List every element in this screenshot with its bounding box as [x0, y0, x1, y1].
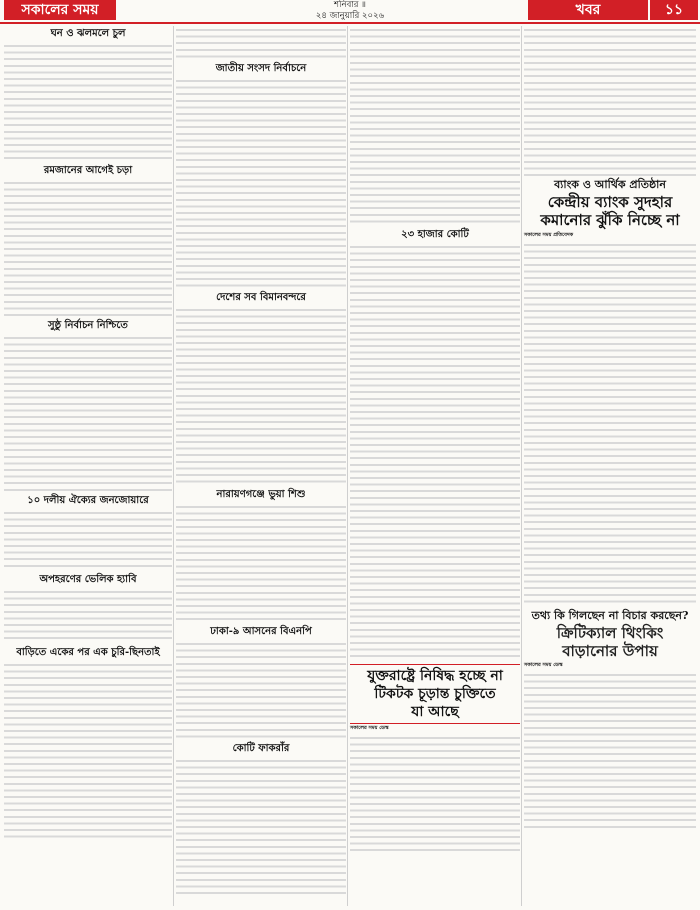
article-body [350, 26, 520, 226]
main-headline-line: বাড়ানোর উপায় [562, 642, 658, 660]
article-body [4, 334, 172, 492]
article-body [4, 42, 172, 162]
headline: সুষ্ঠু নির্বাচন নিশ্চিতে [48, 320, 128, 331]
section-title: খবর [528, 0, 648, 20]
article-body [350, 734, 520, 854]
newspaper-logo: সকালের সময় [4, 0, 116, 20]
byline: সকালের সময় ডেস্ক [350, 725, 389, 731]
headline: অপহরণের ভেলিক হ্যাবি [39, 574, 137, 585]
headline-kicker: ব্যাংক ও আর্থিক প্রতিষ্ঠান [554, 178, 666, 191]
byline: সকালের সময় প্রতিবেদক [524, 232, 574, 238]
column-1 [4, 26, 172, 842]
column-divider [521, 26, 522, 906]
article-body [350, 243, 520, 661]
article-body [4, 661, 172, 839]
featured-headline-line: যা আছে [411, 704, 459, 720]
headline: জাতীয় সংসদ নির্বাচনে [215, 63, 307, 74]
article-body [176, 26, 346, 60]
headline: দেশের সব বিমানবন্দরে [216, 292, 306, 303]
article-body [524, 241, 696, 607]
article-body [176, 757, 346, 897]
date: ২৪ জানুয়ারি ২০২৬ [315, 11, 385, 21]
article-body [176, 503, 346, 623]
main-headline-line: কমানোর ঝুঁকি নিচ্ছে না [540, 211, 680, 229]
article-body [524, 671, 696, 831]
article-body [4, 509, 172, 571]
article-body [176, 77, 346, 289]
featured-headline-line: যুক্তরাষ্ট্রে নিষিদ্ধ হচ্ছে না [367, 668, 503, 684]
page-number: ১১ [650, 0, 698, 20]
masthead-rule [0, 22, 700, 24]
main-headline-line: ক্রিটিক্যাল থিংকিং [556, 624, 664, 642]
column-4 [524, 26, 696, 834]
headline: ঢাকা-৯ আসনের বিএনপি [210, 626, 312, 637]
featured-headline-line: টিকটক চূড়ান্ত চুক্তিতে [374, 686, 496, 702]
headline: নারায়ণগঞ্জে ভুয়া শিশু [216, 489, 306, 500]
headline: বাড়িতে একের পর এক চুরি-ছিনতাই [16, 647, 160, 658]
article-body [176, 640, 346, 740]
main-headline-line: কেন্দ্রীয় ব্যাংক সুদহার [547, 193, 673, 211]
featured-headline-box [350, 664, 520, 724]
headline: ১০ দলীয় ঐক্যের জনজোয়ারে [27, 495, 149, 506]
article-body [4, 179, 172, 317]
column-2 [176, 26, 346, 900]
column-divider [173, 26, 174, 906]
article-body [176, 306, 346, 486]
column-divider [347, 26, 348, 906]
article-body [524, 26, 696, 176]
headline: রমজানের আগেই চড়া [43, 165, 133, 176]
headline-kicker: তথ্য কি গিলছেন না বিচার করছেন? [531, 609, 689, 622]
weekday: শনিবার ॥ [334, 0, 366, 10]
masthead [0, 0, 700, 22]
headline: ঘন ও ঝলমলে চুল [50, 28, 126, 39]
byline: সকালের সময় ডেস্ক [524, 662, 563, 668]
headline: কোটি ফাকরাঁর [232, 743, 290, 754]
headline: ২৩ হাজার কোটি [401, 229, 469, 240]
article-body [4, 588, 172, 644]
column-3 [350, 26, 520, 857]
